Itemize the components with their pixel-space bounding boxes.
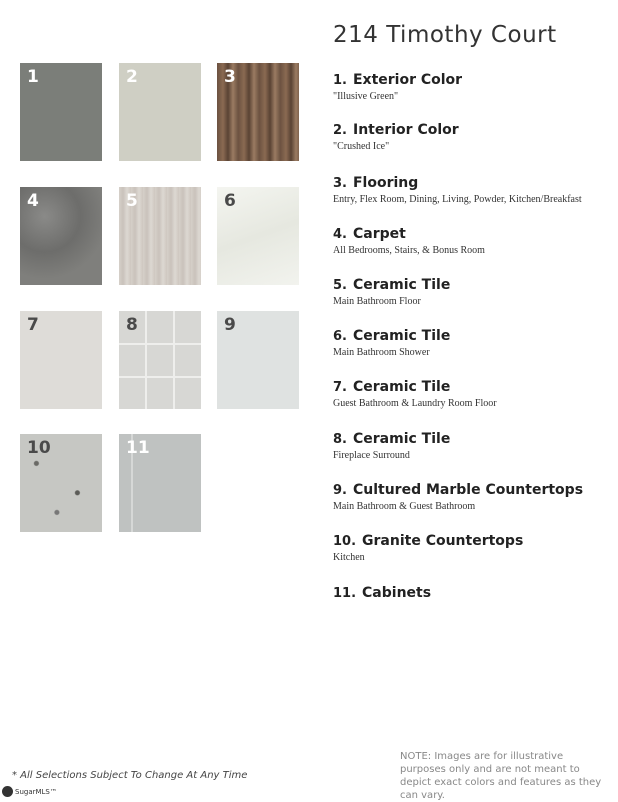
selection-item: 5. Ceramic Tile Main Bathroom Floor: [333, 277, 451, 307]
swatch-ceramic-tile-fireplace: [119, 311, 201, 409]
swatch-number: 1: [27, 67, 39, 87]
selection-item: 6. Ceramic Tile Main Bathroom Shower: [333, 328, 451, 358]
selection-item: 3. Flooring Entry, Flex Room, Dining, Living, Powder, Kitchen/Breakfast: [333, 175, 582, 205]
swatch-flooring: [217, 63, 299, 161]
illustrative-note: NOTE: Images are for illustrative purposes only and are not meant to depict exact colors and features as they can vary.: [400, 751, 602, 801]
page-title: 214 Timothy Court: [333, 22, 557, 48]
swatch-interior-color: [119, 63, 201, 161]
swatch-number: 9: [224, 315, 236, 335]
swatch-number: 10: [27, 438, 51, 458]
swatch-cabinets: [119, 434, 201, 532]
swatch-number: 7: [27, 315, 39, 335]
swatch-number: 11: [126, 438, 150, 458]
swatch-cultured-marble: [217, 311, 299, 409]
swatch-number: 4: [27, 191, 39, 211]
swatch-granite: [20, 434, 102, 532]
selections-disclaimer: * All Selections Subject To Change At Any Time: [12, 770, 248, 781]
swatch-exterior-color: [20, 63, 102, 161]
swatch-number: 3: [224, 67, 236, 87]
swatch-carpet: [20, 187, 102, 285]
swatch-ceramic-tile-guest-floor: [20, 311, 102, 409]
swatch-number: 2: [126, 67, 138, 87]
swatch-ceramic-tile-main-shower: [217, 187, 299, 285]
selection-item: 10. Granite Countertops Kitchen: [333, 533, 524, 563]
mls-logo: SugarMLS™: [2, 786, 57, 797]
swatch-number: 8: [126, 315, 138, 335]
mls-logo-icon: [2, 786, 13, 797]
selection-item: 4. Carpet All Bedrooms, Stairs, & Bonus Room: [333, 226, 485, 256]
selection-item: 9. Cultured Marble Countertops Main Bathroom & Guest Bathroom: [333, 482, 584, 512]
swatch-number: 5: [126, 191, 138, 211]
selection-item: 7. Ceramic Tile Guest Bathroom & Laundry Room Floor: [333, 379, 497, 409]
selection-item: 2. Interior Color "Crushed Ice": [333, 122, 459, 152]
selection-item: 8. Ceramic Tile Fireplace Surround: [333, 431, 451, 461]
selection-item: 11. Cabinets: [333, 585, 432, 601]
selection-item: 1. Exterior Color "Illusive Green": [333, 72, 463, 102]
swatch-number: 6: [224, 191, 236, 211]
swatch-ceramic-tile-main-floor: [119, 187, 201, 285]
